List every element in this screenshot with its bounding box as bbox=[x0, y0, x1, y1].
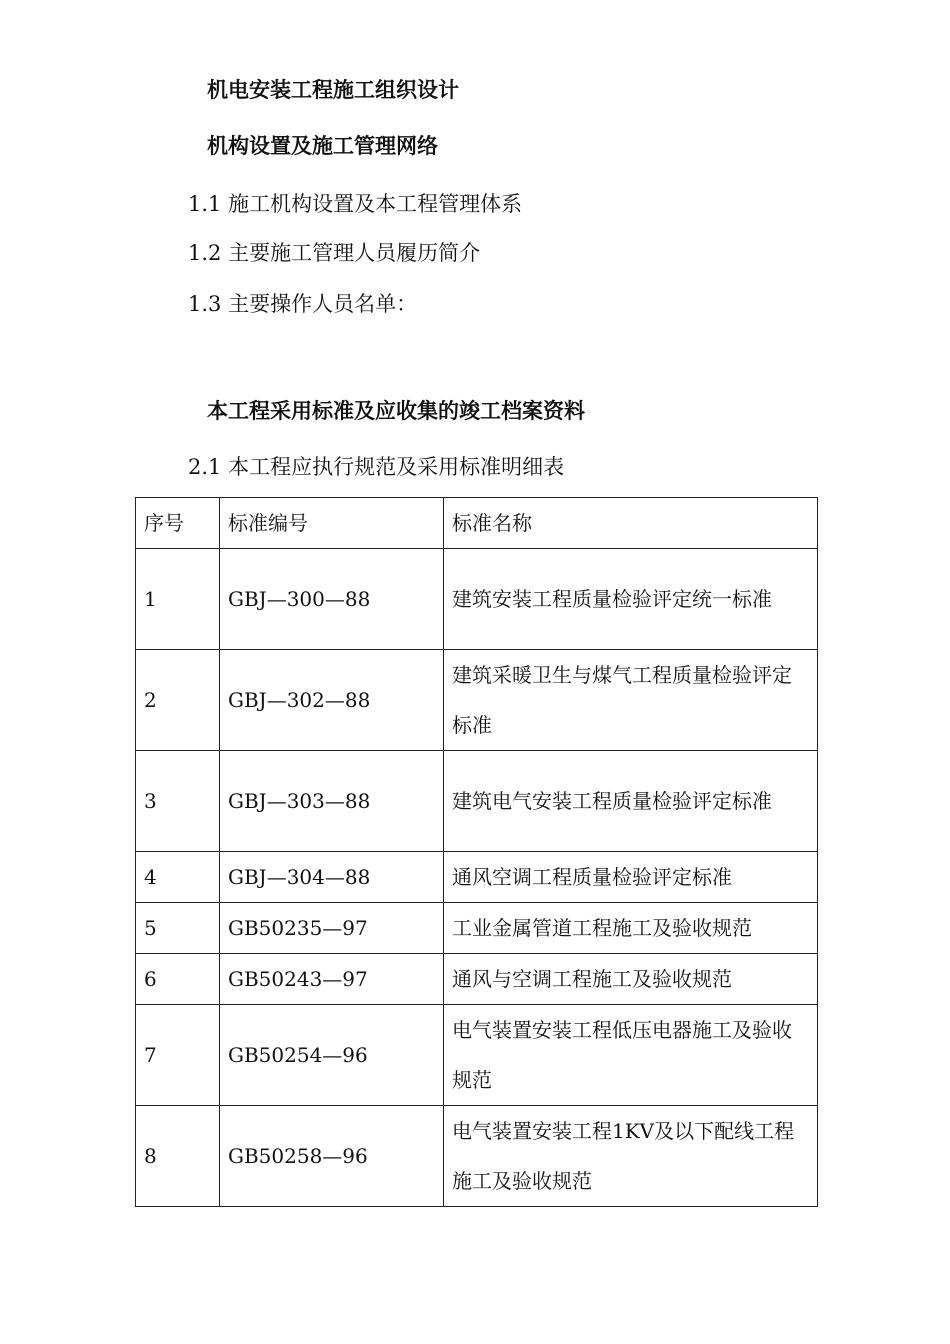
row-name: 通风空调工程质量检验评定标准 bbox=[444, 852, 818, 903]
row-no: 1 bbox=[136, 549, 220, 650]
row-name: 电气装置安装工程1KV及以下配线工程施工及验收规范 bbox=[444, 1106, 818, 1207]
table-row bbox=[136, 1005, 818, 1106]
row-code: GBJ—300—88 bbox=[220, 549, 444, 650]
table-row bbox=[136, 1106, 818, 1207]
section-1-item-1: 1.1 施工机构设置及本工程管理体系 bbox=[188, 192, 523, 216]
row-no: 2 bbox=[136, 650, 220, 751]
table-row bbox=[136, 852, 818, 903]
section-1-item-2: 1.2 主要施工管理人员履历简介 bbox=[188, 241, 481, 265]
section-2-item-1: 2.1 本工程应执行规范及采用标准明细表 bbox=[188, 455, 565, 479]
row-name: 通风与空调工程施工及验收规范 bbox=[444, 954, 818, 1005]
row-name: 建筑安装工程质量检验评定统一标准 bbox=[444, 549, 818, 650]
header-code: 标准编号 bbox=[220, 498, 444, 549]
row-name: 电气装置安装工程低压电器施工及验收规范 bbox=[444, 1005, 818, 1106]
row-code: GB50235—97 bbox=[220, 903, 444, 954]
row-code: GBJ—302—88 bbox=[220, 650, 444, 751]
section-2-heading: 本工程采用标准及应收集的竣工档案资料 bbox=[207, 398, 585, 423]
section-1-item-3: 1.3 主要操作人员名单： bbox=[188, 292, 418, 316]
table-row bbox=[136, 549, 818, 650]
row-code: GBJ—303—88 bbox=[220, 751, 444, 852]
row-no: 6 bbox=[136, 954, 220, 1005]
table-row bbox=[136, 903, 818, 954]
row-name: 建筑采暖卫生与煤气工程质量检验评定标准 bbox=[444, 650, 818, 751]
row-code: GB50254—96 bbox=[220, 1005, 444, 1106]
row-code: GBJ—304—88 bbox=[220, 852, 444, 903]
table-row bbox=[136, 954, 818, 1005]
header-name: 标准名称 bbox=[444, 498, 818, 549]
table-row bbox=[136, 650, 818, 751]
row-name: 建筑电气安装工程质量检验评定标准 bbox=[444, 751, 818, 852]
table-row bbox=[136, 751, 818, 852]
document-title: 机电安装工程施工组织设计 bbox=[207, 77, 459, 102]
row-code: GB50258—96 bbox=[220, 1106, 444, 1207]
row-no: 8 bbox=[136, 1106, 220, 1207]
row-no: 7 bbox=[136, 1005, 220, 1106]
header-no: 序号 bbox=[136, 498, 220, 549]
section-1-heading: 机构设置及施工管理网络 bbox=[207, 133, 438, 158]
table-header-row bbox=[136, 498, 818, 549]
row-name: 工业金属管道工程施工及验收规范 bbox=[444, 903, 818, 954]
row-no: 3 bbox=[136, 751, 220, 852]
standards-table bbox=[135, 497, 818, 1207]
row-no: 5 bbox=[136, 903, 220, 954]
row-no: 4 bbox=[136, 852, 220, 903]
row-code: GB50243—97 bbox=[220, 954, 444, 1005]
